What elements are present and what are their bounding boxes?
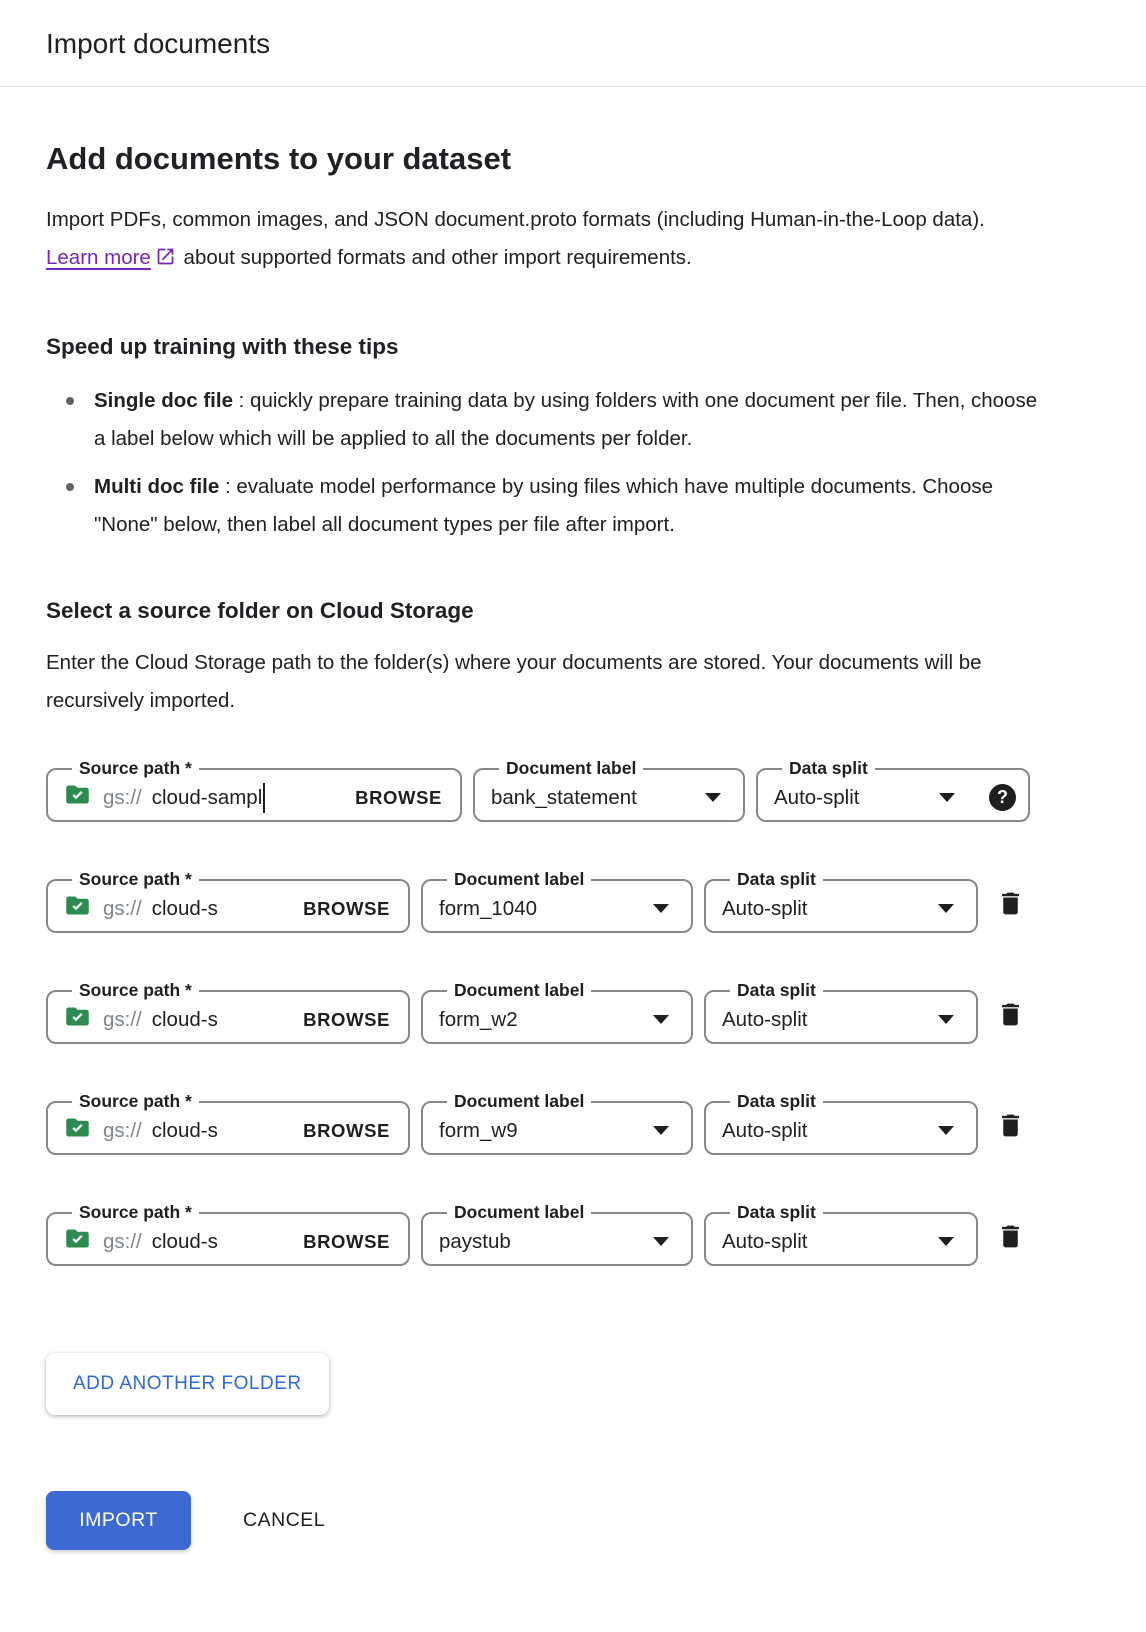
- source-section-description: Enter the Cloud Storage path to the folder(s) where your documents are stored. Your documents will be recursively imported.: [46, 651, 982, 712]
- document-label-field[interactable]: [421, 871, 693, 933]
- source-path-field[interactable]: [46, 1093, 410, 1155]
- intro-text: [46, 201, 1038, 280]
- document-label-field[interactable]: [421, 1204, 693, 1266]
- add-another-folder-button[interactable]: ADD ANOTHER FOLDER: [46, 1353, 329, 1415]
- source-folder-row-1: [46, 760, 1100, 822]
- data-split-label: Data split: [737, 869, 816, 889]
- dropdown-arrow-icon[interactable]: [938, 1237, 954, 1246]
- document-label-label: Document label: [454, 1091, 585, 1111]
- source-path-field[interactable]: [46, 871, 410, 933]
- source-folders-form: [46, 760, 1100, 1266]
- dialog-title: Import documents: [46, 28, 271, 59]
- data-split-field[interactable]: [704, 871, 978, 933]
- tip-multi-doc-text: : evaluate model performance by using files which have multiple documents. Choose "None" below, then label all document types per file after import.: [94, 475, 993, 536]
- source-folder-row-2: [46, 871, 1100, 933]
- folder-check-icon: [64, 1003, 91, 1036]
- dropdown-arrow-icon[interactable]: [653, 1237, 669, 1246]
- tips-list: [46, 382, 1046, 544]
- learn-more-link[interactable]: Learn more: [46, 246, 151, 269]
- text-cursor: [263, 783, 265, 813]
- document-label-label: Document label: [454, 1202, 585, 1222]
- dropdown-arrow-icon[interactable]: [653, 1015, 669, 1024]
- tip-multi-doc: [46, 468, 1046, 544]
- source-path-input[interactable]: cloud-s: [151, 896, 218, 920]
- document-label-field[interactable]: [473, 760, 745, 822]
- dropdown-arrow-icon[interactable]: [938, 904, 954, 913]
- document-label-label: Document label: [454, 869, 585, 889]
- source-path-input[interactable]: cloud-s: [151, 1118, 218, 1142]
- import-dialog-body: [0, 141, 1146, 1590]
- data-split-value: Auto-split: [722, 1229, 808, 1253]
- source-folder-row-3: [46, 982, 1100, 1044]
- source-path-input[interactable]: cloud-sampl: [151, 785, 263, 809]
- gs-prefix: gs://: [103, 1229, 142, 1253]
- document-label-label: Document label: [506, 758, 637, 778]
- delete-row-button[interactable]: [992, 1107, 1029, 1144]
- document-label-value: bank_statement: [491, 785, 637, 809]
- delete-row-button[interactable]: [992, 996, 1029, 1033]
- data-split-value: Auto-split: [722, 1007, 808, 1031]
- gs-prefix: gs://: [103, 896, 142, 920]
- cancel-button[interactable]: CANCEL: [237, 1508, 331, 1533]
- source-section-heading: Select a source folder on Cloud Storage: [46, 598, 474, 623]
- dropdown-arrow-icon[interactable]: [938, 1015, 954, 1024]
- trash-icon: [996, 1000, 1025, 1029]
- source-path-label: Source path *: [79, 980, 192, 1000]
- source-path-field[interactable]: [46, 1204, 410, 1266]
- delete-row-button[interactable]: [992, 885, 1029, 922]
- dropdown-arrow-icon[interactable]: [938, 1126, 954, 1135]
- tip-multi-doc-term: Multi doc file: [94, 475, 220, 498]
- data-split-label: Data split: [789, 758, 868, 778]
- dialog-header: [0, 0, 1146, 87]
- tip-single-doc-term: Single doc file: [94, 389, 233, 412]
- source-path-label: Source path *: [79, 1091, 192, 1111]
- external-link-icon: [155, 242, 176, 280]
- help-icon[interactable]: ?: [989, 784, 1016, 811]
- data-split-field[interactable]: [704, 1093, 978, 1155]
- gs-prefix: gs://: [103, 1118, 142, 1142]
- folder-check-icon: [64, 892, 91, 925]
- dialog-actions: [46, 1491, 1100, 1550]
- data-split-field[interactable]: [756, 760, 1030, 822]
- data-split-field[interactable]: [704, 982, 978, 1044]
- source-folder-row-5: [46, 1204, 1100, 1266]
- delete-row-button[interactable]: [992, 1218, 1029, 1255]
- source-path-label: Source path *: [79, 1202, 192, 1222]
- data-split-label: Data split: [737, 980, 816, 1000]
- data-split-label: Data split: [737, 1202, 816, 1222]
- import-button[interactable]: IMPORT: [46, 1491, 191, 1550]
- document-label-value: form_1040: [439, 896, 538, 920]
- trash-icon: [996, 1111, 1025, 1140]
- intro-after-link: about supported formats and other import requirements.: [177, 246, 692, 269]
- browse-button[interactable]: BROWSE: [301, 1005, 392, 1035]
- dropdown-arrow-icon[interactable]: [939, 793, 955, 802]
- folder-check-icon: [64, 1225, 91, 1258]
- data-split-value: Auto-split: [774, 785, 860, 809]
- gs-prefix: gs://: [103, 785, 142, 809]
- trash-icon: [996, 889, 1025, 918]
- document-label-value: form_w9: [439, 1118, 518, 1142]
- document-label-label: Document label: [454, 980, 585, 1000]
- dropdown-arrow-icon[interactable]: [653, 1126, 669, 1135]
- browse-button[interactable]: BROWSE: [353, 783, 444, 813]
- page-title: Add documents to your dataset: [46, 141, 512, 176]
- trash-icon: [996, 1222, 1025, 1251]
- source-folder-row-4: [46, 1093, 1100, 1155]
- dropdown-arrow-icon[interactable]: [653, 904, 669, 913]
- data-split-value: Auto-split: [722, 896, 808, 920]
- data-split-field[interactable]: [704, 1204, 978, 1266]
- folder-check-icon: [64, 1114, 91, 1147]
- browse-button[interactable]: BROWSE: [301, 894, 392, 924]
- tips-heading: Speed up training with these tips: [46, 334, 399, 359]
- data-split-value: Auto-split: [722, 1118, 808, 1142]
- browse-button[interactable]: BROWSE: [301, 1116, 392, 1146]
- document-label-value: paystub: [439, 1229, 511, 1253]
- tip-single-doc-text: : quickly prepare training data by using folders with one document per file. Then, choose a label below which will be applied to all the documents per folder.: [94, 389, 1038, 450]
- source-path-label: Source path *: [79, 758, 192, 778]
- intro-before-link: Import PDFs, common images, and JSON document.proto formats (including Human-in-the-Loop data).: [46, 208, 985, 231]
- source-path-input[interactable]: cloud-s: [151, 1007, 218, 1031]
- document-label-field[interactable]: [421, 1093, 693, 1155]
- folder-check-icon: [64, 781, 91, 814]
- dropdown-arrow-icon[interactable]: [705, 793, 721, 802]
- source-path-label: Source path *: [79, 869, 192, 889]
- gs-prefix: gs://: [103, 1007, 142, 1031]
- data-split-label: Data split: [737, 1091, 816, 1111]
- document-label-value: form_w2: [439, 1007, 518, 1031]
- source-path-field[interactable]: [46, 760, 462, 822]
- document-label-field[interactable]: [421, 982, 693, 1044]
- source-path-field[interactable]: [46, 982, 410, 1044]
- source-path-input[interactable]: cloud-s: [151, 1229, 218, 1253]
- tip-single-doc: [46, 382, 1046, 458]
- browse-button[interactable]: BROWSE: [301, 1227, 392, 1257]
